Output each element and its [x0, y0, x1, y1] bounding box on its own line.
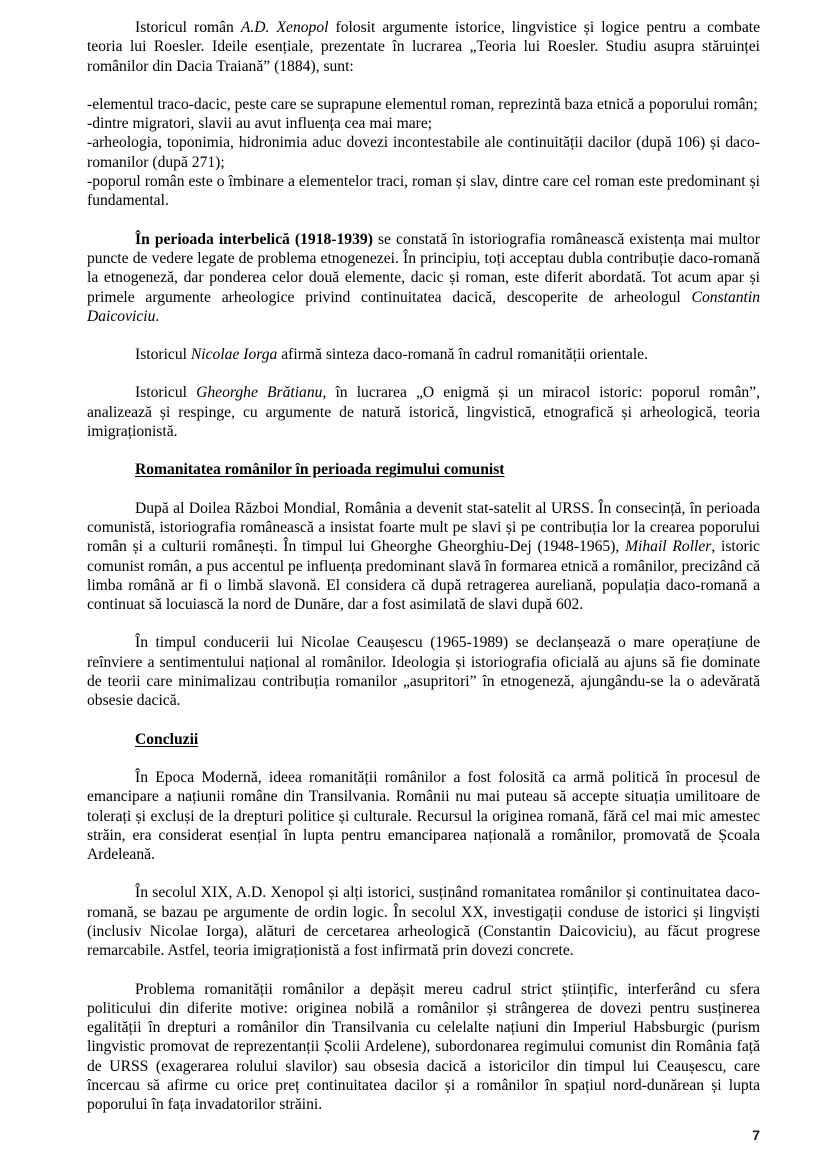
paragraph-spacer	[87, 211, 760, 230]
body-paragraph	[87, 230, 760, 326]
body-paragraph: -arheologia, toponimia, hidronimia aduc dovezi incontestabile ale continuității dacilor (după 106) și daco-romanilor (după 271);	[87, 134, 760, 171]
paragraph-spacer	[87, 441, 760, 460]
paragraph-spacer	[87, 614, 760, 633]
section-heading	[87, 460, 760, 479]
paragraph-spacer	[87, 326, 760, 345]
body-paragraph	[87, 383, 760, 441]
section-heading-text: Romanitatea românilor în perioada regimului comunist	[135, 461, 505, 479]
body-paragraph: Problema romanității românilor a depășit mereu cadrul strict științific, interferând cu sfera politicului din diferite motive: originea nobilă a românilor și strângerea de dovezi pentru susținerea egalității în drepturi a românilor din Transilvania cu celelalte națiuni din Imperiul Habsburgic (purism lingvistic promovat de reprezentanții Școlii Ardelene), subordonarea regimului comunist din România față de URSS (exagerarea rolului slavilor) sau obsesia dacică a istoricilor din timpul lui Ceaușescu, care încercau să afirme cu orice preț continuitatea dacilor și a românilor în spațiul nord-dunărean și lupta poporului în fața invadatorilor străini.	[87, 980, 760, 1114]
body-paragraph: În Epoca Modernă, ideea romanității românilor a fost folosită ca armă politică în procesul de emancipare a națiunii române din Transilvania. Românii nu mai puteau să accepte situația umilitoare de tolerați și excluși de la drepturi politice și culturale. Recursul la originea romană, fără cel mai mic amestec străin, era considerat esențial în lupta pentru emanciparea națională a românilor, promovată de Școala Ardeleană.	[87, 768, 760, 864]
page-number: 7	[752, 1127, 760, 1143]
text-run: , istoric comunist român, a pus accentul pe influența predominant slavă în formarea etnică a românilor, precizând că limba română ar fi o limbă slavonă. El considera că după retragerea aureliană, populația daco-romană a continuat să locuiască la nord de Dunăre, dar a fost asimilată de slavi după 602.	[87, 538, 760, 614]
body-paragraph: -poporul român este o îmbinare a elementelor traci, roman și slav, dintre care cel roman este predominant și fundamental.	[87, 173, 760, 210]
paragraph-spacer	[87, 76, 760, 95]
text-run: .	[155, 307, 160, 325]
text-run: afirmă sinteza daco-romană în cadrul romanității orientale.	[277, 346, 648, 364]
paragraph-spacer	[87, 864, 760, 883]
document-body	[87, 18, 760, 1115]
emphasis-bold: În perioada interbelică (1918-1939)	[135, 230, 373, 248]
text-run: folosit argumente istorice, lingvistice și logice pentru a combate teoria lui Roesler. Ideile esențiale, prezentate în lucrarea „Teoria lui Roesler. Studiu asupra stăruinței românilor din Dacia Traiană” (1884), sunt:	[87, 19, 760, 75]
body-paragraph: În secolul XIX, A.D. Xenopol și alți istorici, susținând romanitatea românilor și continuitatea daco-romană, se bazau pe argumente de ordin logic. În secolul XX, investigații conduse de istorici și lingviști (inclusiv Nicolae Iorga), alături de cercetarea arheologică (Constantin Daicoviciu), au făcut progrese remarcabile. Astfel, teoria imigraționistă a fost infirmată prin dovezi concrete.	[87, 884, 760, 960]
emphasis-italic: A.D. Xenopol	[240, 19, 329, 36]
emphasis-italic: Mihail Roller	[625, 538, 712, 556]
section-heading-text: Concluzii	[135, 730, 199, 748]
body-paragraph: -dintre migratori, slavii au avut influența cea mai mare;	[87, 115, 433, 133]
emphasis-italic: Nicolae Iorga	[190, 346, 278, 364]
text-run: Istoricul român	[135, 19, 241, 36]
paragraph-spacer	[87, 480, 760, 499]
paragraph-spacer	[87, 749, 760, 768]
body-paragraph	[87, 345, 760, 364]
text-run: După al Doilea Război Mondial, România a devenit stat-satelit al URSS. În consecință, în perioada comunistă, istoriografia românească a insistat foarte mult pe slavi și pe contribuția lor la crearea poporului român și a culturii românești. În timpul lui Gheorghe Gheorghiu-Dej (1948-1965),	[87, 499, 760, 556]
body-paragraph	[87, 18, 760, 76]
emphasis-italic: Gheorghe Brătianu	[196, 384, 323, 402]
emphasis-italic: Constantin Daicoviciu	[87, 288, 760, 325]
paragraph-spacer	[87, 711, 760, 730]
text-run: , în lucrarea „O enigmă și un miracol istoric: poporul român”, analizează și respinge, cu argumente de natură istorică, lingvistică, etnografică și arheologică, teoria imigraționistă.	[87, 384, 760, 441]
body-paragraph	[87, 499, 760, 615]
text-run: Istoricul	[135, 346, 191, 364]
text-run: Istoricul	[135, 384, 197, 402]
section-heading	[87, 730, 760, 749]
body-paragraph: În timpul conducerii lui Nicolae Ceaușescu (1965-1989) se declanșează o mare operațiune de reînviere a sentimentului național al românilor. Ideologia și istoriografia oficială au ajuns să fie dominate de teorii care minimalizau contribuția romanilor „asupritori” în etnogeneză, ajungându-se la o adevărată obsesie dacică.	[87, 634, 760, 710]
paragraph-spacer	[87, 961, 760, 980]
body-paragraph: -elementul traco-dacic, peste care se suprapune elementul roman, reprezintă baza etnică a poporului român;	[87, 95, 758, 113]
paragraph-spacer	[87, 364, 760, 383]
text-run: se constată în istoriografia românească existența mai multor puncte de vedere legate de problema etnogenezei. În principiu, toți acceptau dubla contribuție daco-romană la etnogeneză, dar ponderea celor două elemente, dacic și roman, este diferit abordată. Tot acum apar și primele argumente arheologice privind continuitatea dacică, descoperite de arheologul	[87, 230, 760, 306]
